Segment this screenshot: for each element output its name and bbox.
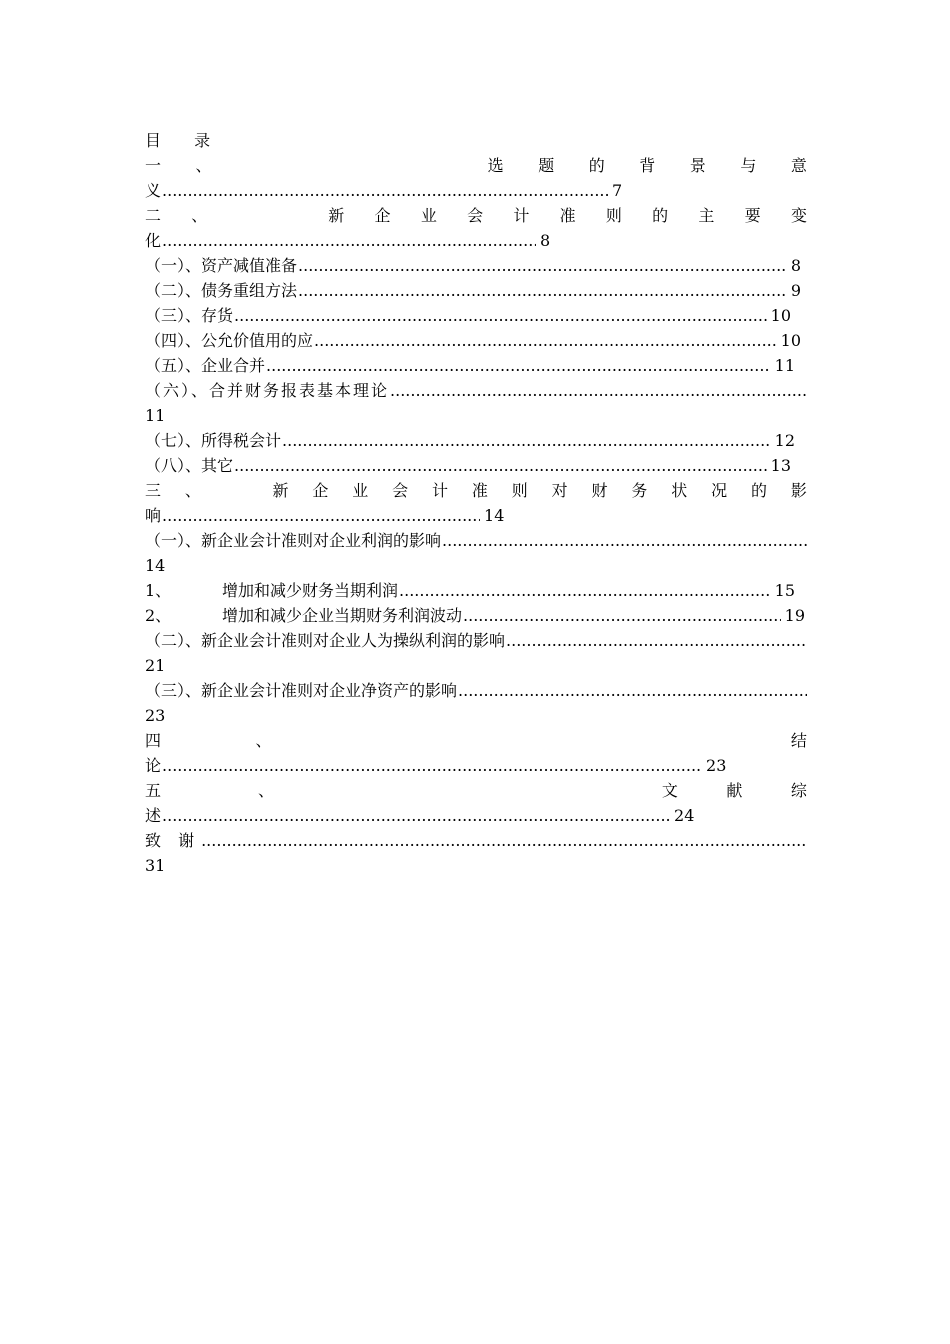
toc-entry-acknowledgements-leader: [145, 828, 807, 853]
toc-heading-char: 的: [652, 206, 669, 225]
toc-heading-char: 一: [145, 156, 162, 175]
toc-entry-3[interactable]: [145, 478, 807, 528]
toc-heading-char: 企: [312, 481, 329, 500]
toc-entry-2[interactable]: [145, 203, 807, 253]
toc-entry-3-2-leader: [145, 628, 807, 653]
toc-entry-page: 31: [145, 856, 166, 875]
toc-entry-page: 10: [780, 331, 801, 350]
toc-entry-4-page: 23: [706, 756, 727, 775]
toc-leader-dots: [201, 828, 807, 853]
toc-leader-dots: [314, 328, 777, 353]
toc-heading-char: 则: [605, 206, 622, 225]
toc-heading-char: 文: [661, 781, 678, 800]
toc-entry-3-1-1[interactable]: [145, 578, 795, 603]
toc-entry-1-page: 7: [612, 181, 623, 200]
toc-entry-label: （三）、新企业会计准则对企业净资产的影响: [145, 681, 458, 700]
toc-entry-5-heading: [145, 778, 807, 803]
toc-leader-dots: [282, 428, 771, 453]
toc-heading-char: 、: [257, 781, 274, 800]
toc-entry-4-tail: 论: [145, 756, 162, 775]
toc-entry-2-leader: [145, 228, 807, 253]
toc-heading-char: 、: [195, 156, 212, 175]
toc-entry-label: （六）、合并财务报表基本理论: [145, 381, 390, 400]
toc-heading-char: 状: [671, 481, 688, 500]
toc-heading-char: 影: [790, 481, 807, 500]
toc-leader-dots: [298, 253, 787, 278]
toc-entry-5-leader: [145, 803, 807, 828]
toc-entry-label: 增加和减少企业当期财务利润波动: [222, 606, 463, 625]
toc-heading-char: 二: [145, 206, 162, 225]
toc-entry-2-6[interactable]: [145, 378, 807, 428]
toc-heading-char: 景: [689, 156, 706, 175]
toc-entry-1-tail: 义: [145, 181, 162, 200]
toc-entry-2-1[interactable]: [145, 253, 801, 278]
toc-entry-3-leader: [145, 503, 807, 528]
toc-entry-2-5[interactable]: [145, 353, 795, 378]
toc-entry-3-tail: 响: [145, 506, 162, 525]
toc-heading-char: 对: [551, 481, 568, 500]
toc-leader-dots: [390, 378, 807, 403]
toc-entry-page: 13: [770, 456, 791, 475]
toc-heading-char: 三: [145, 481, 162, 500]
toc-entry-text: [145, 578, 398, 603]
toc-entry-2-7[interactable]: [145, 428, 795, 453]
toc-heading-char: 献: [726, 781, 743, 800]
toc-heading-char: 况: [711, 481, 728, 500]
toc-entry-2-4[interactable]: [145, 328, 801, 353]
toc-entry-page: 12: [774, 431, 795, 450]
toc-entry-label: 致 谢: [145, 831, 201, 850]
toc-entry-2-tail: 化: [145, 231, 162, 250]
toc-heading-char: 准: [559, 206, 576, 225]
toc-heading-char: 计: [513, 206, 530, 225]
toc-heading-char: 则: [511, 481, 528, 500]
toc-leader-dots: [458, 678, 807, 703]
toc-entry-page: 11: [145, 406, 166, 425]
toc-leader-dots: [266, 353, 771, 378]
toc-heading-char: 结: [790, 731, 807, 750]
toc-leader-dots: [506, 628, 807, 653]
toc-entry-text: [145, 603, 462, 628]
toc-leader-dots: [162, 803, 670, 828]
toc-entry-label: （一）、资产减值准备: [145, 256, 298, 275]
toc-entry-label: 增加和减少财务当期利润: [222, 581, 399, 600]
toc-entry-page: 8: [790, 256, 801, 275]
toc-heading-char: 业: [420, 206, 437, 225]
toc-heading-char: 的: [588, 156, 605, 175]
toc-heading-char: 五: [145, 781, 162, 800]
table-of-contents: [145, 128, 807, 878]
toc-entry-2-8[interactable]: [145, 453, 791, 478]
toc-heading-char: 背: [639, 156, 656, 175]
toc-heading-char: 选: [487, 156, 504, 175]
toc-title: 目 录: [145, 131, 225, 150]
toc-entry-3-2[interactable]: [145, 628, 807, 678]
toc-entry-page: 14: [145, 556, 166, 575]
toc-entry-page: 15: [774, 581, 795, 600]
toc-entry-3-1-2[interactable]: [145, 603, 805, 628]
toc-entry-number: 2、: [145, 606, 172, 625]
toc-entry-5[interactable]: [145, 778, 807, 828]
toc-entry-label: （二）、债务重组方法: [145, 281, 298, 300]
toc-entry-3-page: 14: [484, 506, 505, 525]
toc-heading-char: 意: [790, 156, 807, 175]
toc-entry-1[interactable]: [145, 153, 807, 203]
toc-entry-page: 10: [770, 306, 791, 325]
toc-leader-dots: [162, 228, 536, 253]
toc-entry-label: （二）、新企业会计准则对企业人为操纵利润的影响: [145, 631, 506, 650]
toc-entry-3-1-leader: [145, 528, 807, 553]
toc-entry-3-heading: [145, 478, 807, 503]
toc-heading-char: 主: [698, 206, 715, 225]
toc-entry-label: （四）、公允价值用的应: [145, 331, 314, 350]
toc-heading-char: 、: [191, 206, 208, 225]
toc-entry-3-3[interactable]: [145, 678, 807, 728]
toc-heading-char: 与: [740, 156, 757, 175]
toc-heading-char: 计: [431, 481, 448, 500]
toc-heading-char: 新: [328, 206, 345, 225]
toc-leader-dots: [234, 453, 767, 478]
toc-entry-2-heading: [145, 203, 807, 228]
toc-leader-dots: [234, 303, 767, 328]
toc-entry-page: 21: [145, 656, 166, 675]
toc-entry-label: （一）、新企业会计准则对企业利润的影响: [145, 531, 442, 550]
toc-heading-char: 要: [744, 206, 761, 225]
toc-entry-4[interactable]: [145, 728, 807, 778]
toc-entry-label: （三）、存货: [145, 306, 234, 325]
toc-entry-3-1[interactable]: [145, 528, 807, 578]
toc-entry-3-3-leader: [145, 678, 807, 703]
toc-heading-char: 会: [467, 206, 484, 225]
toc-entry-2-page: 8: [540, 231, 551, 250]
toc-entry-2-3[interactable]: [145, 303, 791, 328]
toc-heading-char: 变: [790, 206, 807, 225]
toc-heading-char: 准: [471, 481, 488, 500]
toc-leader-dots: [162, 503, 480, 528]
toc-heading-char: 务: [631, 481, 648, 500]
toc-entry-label: （七）、所得税会计: [145, 431, 282, 450]
toc-heading-char: 、: [184, 481, 201, 500]
toc-entry-1-leader: [145, 178, 807, 203]
toc-entry-acknowledgements[interactable]: [145, 828, 807, 878]
toc-heading-char: 、: [255, 731, 272, 750]
toc-heading-char: 会: [392, 481, 409, 500]
toc-entry-1-heading: [145, 153, 807, 178]
toc-entry-page: 9: [790, 281, 801, 300]
toc-leader-dots: [162, 178, 608, 203]
toc-entry-number: 1、: [145, 581, 172, 600]
toc-entry-page: 11: [774, 356, 795, 375]
toc-leader-dots: [162, 753, 702, 778]
toc-entry-label: （五）、企业合并: [145, 356, 266, 375]
toc-entry-page: 23: [145, 706, 166, 725]
toc-leader-dots: [442, 528, 807, 553]
toc-entry-label: （八）、其它: [145, 456, 234, 475]
toc-heading-char: 四: [145, 731, 162, 750]
toc-heading-char: 综: [790, 781, 807, 800]
toc-entry-2-6-leader: [145, 378, 807, 403]
toc-heading-char: 新: [272, 481, 289, 500]
toc-entry-5-page: 24: [674, 806, 695, 825]
toc-leader-dots: [463, 603, 781, 628]
toc-heading-char: 财: [591, 481, 608, 500]
toc-entry-4-heading: [145, 728, 807, 753]
toc-heading-char: 题: [538, 156, 555, 175]
toc-entry-5-tail: 述: [145, 806, 162, 825]
toc-leader-dots: [298, 278, 787, 303]
toc-leader-dots: [399, 578, 771, 603]
toc-entry-page: 19: [784, 606, 805, 625]
toc-heading-char: 业: [352, 481, 369, 500]
toc-heading-char: 的: [750, 481, 767, 500]
toc-entry-2-2[interactable]: [145, 278, 801, 303]
toc-heading-char: 企: [374, 206, 391, 225]
toc-entry-4-leader: [145, 753, 807, 778]
